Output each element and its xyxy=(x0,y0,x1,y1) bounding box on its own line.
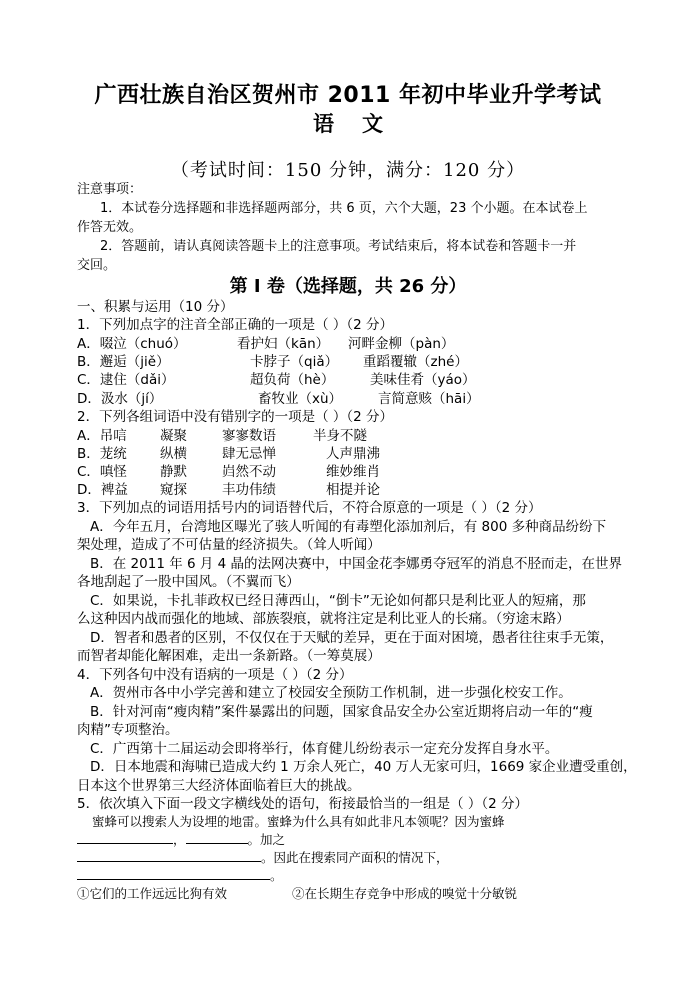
q2-option-a: A．吊唁 xyxy=(77,428,127,444)
q1-option-b: B．邂逅（jiě） xyxy=(77,354,170,370)
q2-stem: 2．下列各组词语中没有错别字的一项是（ ）（2 分） xyxy=(77,409,394,425)
q3-option-d: D．智者和愚者的区别，不仅仅在于天赋的差异，更在于面对困境，愚者往往束手无策， xyxy=(90,630,614,646)
q5-passage-line-4 xyxy=(77,867,283,885)
q3-stem: 3．下列加点的词语用括号内的词语替代后，不符合原意的一项是（ ）（2 分） xyxy=(77,500,542,516)
q2-option-c: C．嗔怪 xyxy=(77,464,127,480)
q2-option-a-word2: 凝聚 xyxy=(160,428,187,444)
subject-title xyxy=(0,108,696,138)
q1-option-c-word3: 美味佳肴（yáo） xyxy=(370,372,476,388)
notes-heading: 注意事项： xyxy=(77,182,143,197)
q2-option-d: D．裨益 xyxy=(77,482,128,498)
q1-option-d-word3: 言简意赅（hāi） xyxy=(378,391,480,407)
q2-option-c-word3: 岿然不动 xyxy=(222,464,276,480)
answer-blank-2[interactable] xyxy=(186,831,248,844)
notes-item-1: 1．本试卷分选择题和非选择题两部分，共 6 页，六个大题，23 个小题。在本试卷上 xyxy=(100,201,588,216)
q2-option-b: B．茏统 xyxy=(77,446,127,462)
q2-option-d-word4: 相提并论 xyxy=(326,482,380,498)
q1-option-d-word2: 畜牧业（xù） xyxy=(258,391,343,407)
q3-option-a-cont: 架处理，造成了不可估量的经济损失。（耸人听闻） xyxy=(77,537,381,553)
subject-char-2: 文 xyxy=(362,112,383,136)
q4-option-a: A．贺州市各中小学完善和建立了校园安全预防工作机制，进一步强化校安工作。 xyxy=(90,685,572,701)
q1-option-b-word3: 重蹈覆辙（zhé） xyxy=(363,354,468,370)
q1-option-a-word2: 看护妇（kān） xyxy=(237,336,330,352)
exam-time-info: （考试时间：150 分钟，满分：120 分） xyxy=(170,160,526,181)
q5-after-blank-3: 。因此在搜索同产面积的情况下， xyxy=(261,850,449,865)
q2-option-c-word2: 静默 xyxy=(160,464,187,480)
q3-option-b: B．在 2011 年 6 月 4 晶的法网决赛中，中国金花李娜勇夺冠军的消息不胫而走，在世界 xyxy=(90,556,623,572)
q5-after-blank-4: 。 xyxy=(270,868,283,883)
q1-option-b-word2: 卡脖子（qiǎ） xyxy=(250,354,339,370)
exam-title: 广西壮族自治区贺州市 2011 年初中毕业升学考试 xyxy=(94,83,602,108)
q5-passage-line-3 xyxy=(77,849,449,867)
notes-item-2: 2．答题前，请认真阅读答题卡上的注意事项。考试结束后，将本试卷和答题卡一并 xyxy=(100,239,577,254)
q3-option-c: C．如果说，卡扎菲政权已经日薄西山，“倒卡”无论如何都只是利比亚人的短痛，那 xyxy=(90,593,586,609)
q2-option-b-word3: 肆无忌惮 xyxy=(222,446,276,462)
q2-option-b-word2: 纵横 xyxy=(160,446,187,462)
q2-option-a-word3: 寥寥数语 xyxy=(222,428,276,444)
q5-stem: 5．依次填入下面一段文字横线处的语句，衔接最恰当的一组是（ ）（2 分） xyxy=(77,796,529,812)
q5-passage-line-2 xyxy=(77,831,285,849)
part-1-title: 第 I 卷（选择题，共 26 分） xyxy=(229,276,467,297)
q4-option-b: B．针对河南“瘦肉精”案件暴露出的问题，国家食品安全办公室近期将启动一年的“瘦 xyxy=(90,704,593,720)
q2-option-a-word4: 半身不隧 xyxy=(313,428,367,444)
q2-option-d-word2: 窥探 xyxy=(160,482,187,498)
q1-option-a-word3: 河畔金柳（pàn） xyxy=(348,336,455,352)
q3-option-d-cont: 而智者却能化解困难，走出一条新路。（一筹莫展） xyxy=(77,648,381,664)
section-1-heading: 一、积累与运用（10 分） xyxy=(77,299,234,315)
q4-stem: 4．下列各句中没有语病的一项是（ ）（2 分） xyxy=(77,667,353,683)
q3-option-a: A．今年五月，台湾地区曝光了骇人听闻的有毒塑化添加剂后，有 800 多种商品纷纷下 xyxy=(90,519,607,535)
q5-passage-line-1: 蜜蜂可以搜索人为设埋的地雷。蜜蜂为什么具有如此非凡本领呢？因为蜜蜂 xyxy=(92,814,505,829)
q4-option-d-cont: 日本这个世界第三大经济体面临着巨大的挑战。 xyxy=(77,778,361,794)
q3-option-b-cont: 各地刮起了一股中国风。（不翼而飞） xyxy=(77,574,300,590)
q5-choice-1: ①它们的工作远远比狗有效 xyxy=(77,886,228,901)
q2-option-c-word4: 维妙维肖 xyxy=(326,464,380,480)
q3-option-c-cont: 么这种因内战而强化的地域、部族裂痕，就将注定是利比亚人的长痛。（穷途末路） xyxy=(77,611,570,627)
q4-option-b-cont: 肉精”专项整治。 xyxy=(77,722,179,738)
q5-after-blank-2: 。加之 xyxy=(247,832,286,847)
q4-option-c: C．广西第十二届运动会即将举行，体育健儿纷纷表示一定充分发挥自身水平。 xyxy=(90,741,559,757)
q4-option-d: D．日本地震和海啸已造成大约 1 万余人死亡，40 万人无家可归，1669 家企业遭受重创， xyxy=(90,759,637,775)
q1-option-a: A．啜泣（chuó） xyxy=(77,336,187,352)
subject-char-1: 语 xyxy=(313,112,334,136)
q5-comma: ， xyxy=(173,832,186,847)
answer-blank-3[interactable] xyxy=(77,849,261,862)
notes-item-2-cont: 交回。 xyxy=(77,258,117,273)
q1-stem: 1．下列加点字的注音全部正确的一项是（ ）（2 分） xyxy=(77,317,394,333)
q5-choice-2: ②在长期生存竞争中形成的嗅觉十分敏锐 xyxy=(292,886,518,901)
q2-option-b-word4: 人声鼎沸 xyxy=(326,446,380,462)
q1-option-d: D．汲水（jí） xyxy=(77,391,163,407)
answer-blank-1[interactable] xyxy=(77,831,173,844)
q2-option-d-word3: 丰功伟绩 xyxy=(222,482,276,498)
q1-option-c: C．逮住（dǎi） xyxy=(77,372,175,388)
answer-blank-4[interactable] xyxy=(77,867,270,880)
notes-item-1-cont: 作答无效。 xyxy=(77,220,143,235)
q1-option-c-word2: 超负荷（hè） xyxy=(250,372,335,388)
